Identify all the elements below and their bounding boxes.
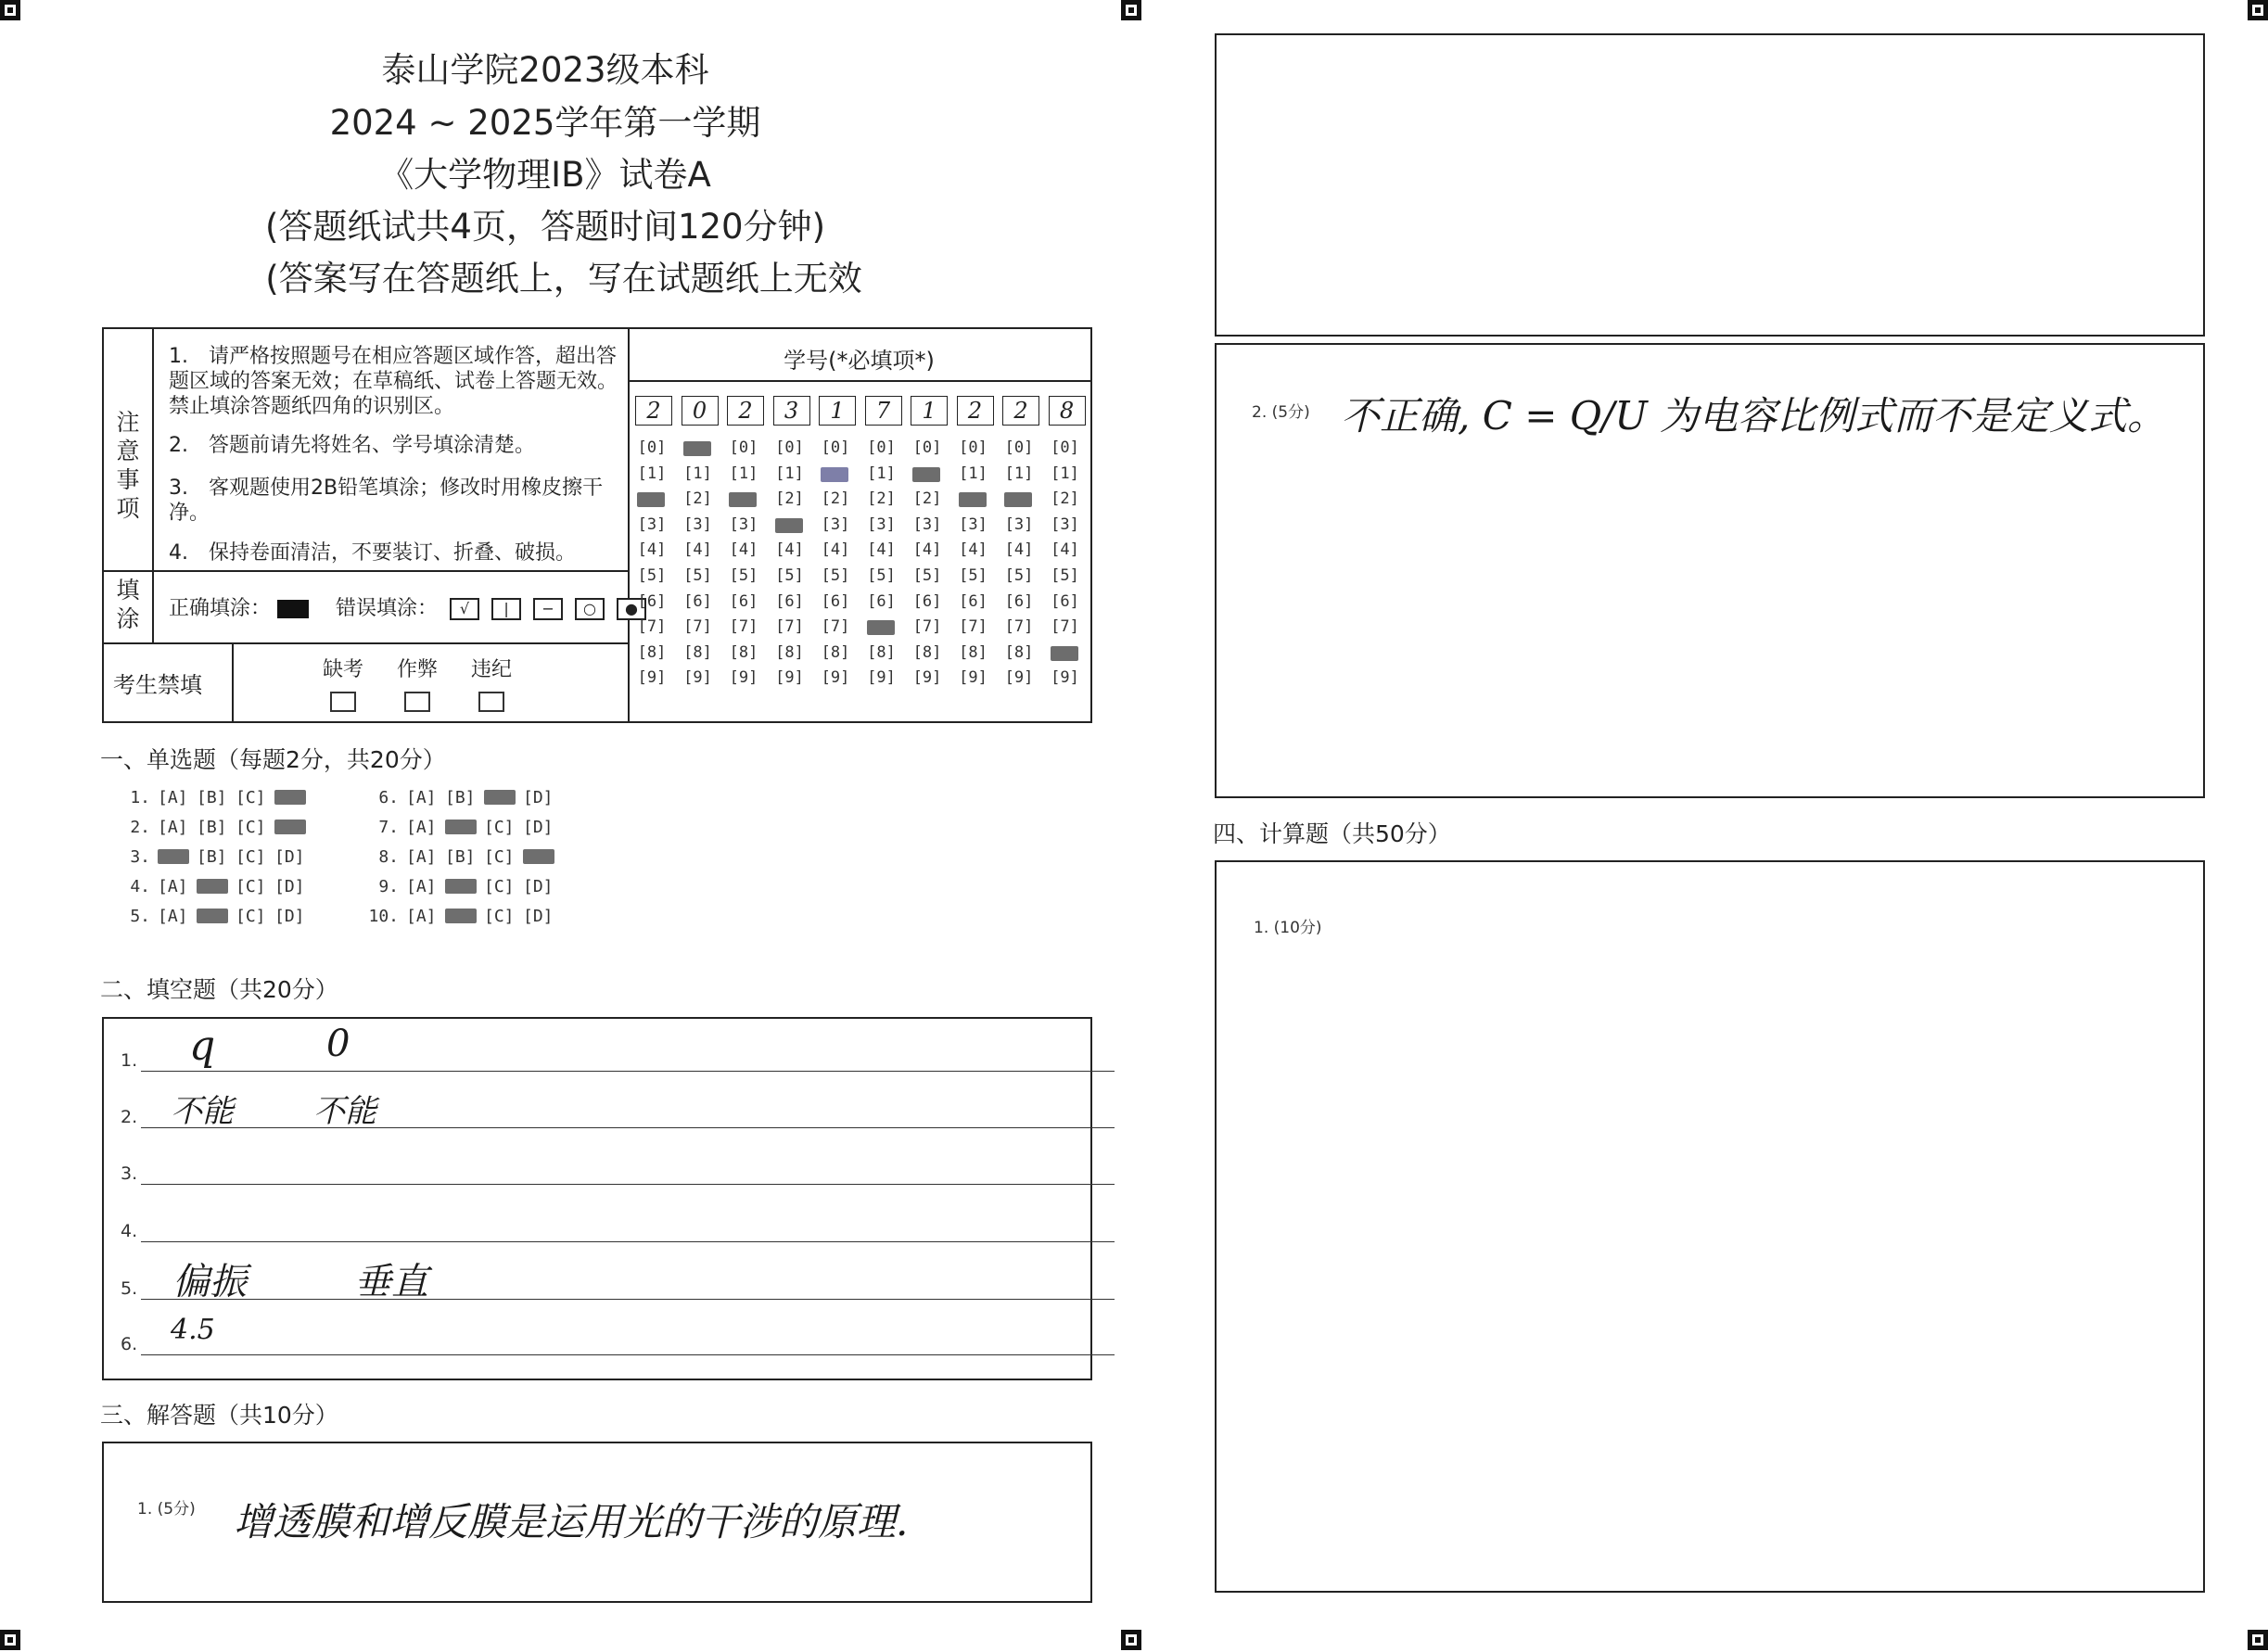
mc-option-b[interactable]: [B] — [197, 788, 227, 807]
mc-option-c[interactable]: [C] — [484, 907, 515, 926]
mc-question — [360, 847, 562, 867]
student-id-bubble[interactable]: [3] — [637, 515, 667, 534]
student-id-bubble[interactable]: [5] — [1051, 566, 1079, 585]
student-id-bubble[interactable]: [8] — [683, 642, 712, 662]
student-id-bubble[interactable]: [3] — [912, 515, 942, 534]
student-id-handwritten-digit[interactable]: 7 — [865, 396, 902, 426]
student-id-bubble[interactable]: [4] — [683, 540, 712, 560]
student-id-bubble[interactable]: [7] — [775, 617, 804, 637]
student-id-bubble[interactable]: [8] — [867, 642, 896, 662]
corner-marker-top-center — [1121, 0, 1141, 20]
mc-question — [111, 818, 313, 837]
student-id-bubble[interactable]: [7] — [637, 617, 667, 637]
student-id-bubble[interactable]: [9] — [959, 668, 987, 688]
blank-5-answer-b[interactable]: 垂直 — [354, 1261, 428, 1303]
student-id-handwritten-digit[interactable]: 1 — [911, 396, 948, 426]
mc-question-number: 3. — [130, 847, 150, 867]
mc-option-d[interactable]: [D] — [523, 818, 554, 837]
mc-question-number: 2. — [130, 818, 150, 837]
student-id-bubble[interactable]: [0] — [775, 438, 804, 457]
notice-item-3: 3. 客观题使用2B铅笔填涂；修改时用橡皮擦干净。 — [169, 477, 604, 525]
student-id-bubble[interactable]: [6] — [1004, 591, 1034, 611]
mc-question-number: 5. — [130, 907, 150, 926]
fill-wrong-bar-icon: | — [491, 598, 521, 620]
student-id-bubble[interactable] — [1000, 489, 1038, 508]
fill-wrong-dot-icon: ● — [617, 598, 646, 620]
student-id-bubble[interactable]: [4] — [1051, 540, 1079, 560]
mc-question — [111, 847, 313, 867]
student-id-bubble[interactable]: [1] — [959, 464, 987, 483]
mc-question-number: 7. — [378, 818, 399, 837]
blank-2-answer-b[interactable]: 不能 — [313, 1093, 376, 1130]
student-id-bubble[interactable]: [8] — [821, 642, 850, 662]
mc-option-a[interactable]: [A] — [406, 907, 437, 926]
student-id-bubble[interactable]: [1] — [683, 464, 712, 483]
student-id-bubble[interactable]: [9] — [867, 668, 896, 688]
student-id-bubble[interactable]: [1] — [1051, 464, 1079, 483]
student-id-bubble[interactable] — [863, 617, 900, 636]
student-id-bubble[interactable]: [2] — [821, 489, 850, 509]
flag-violation-label: 违纪 — [470, 658, 512, 681]
student-id-bubble[interactable]: [6] — [959, 591, 987, 611]
student-id-handwritten-digit[interactable]: 3 — [773, 396, 810, 426]
student-id-bubble[interactable]: [1] — [1004, 464, 1034, 483]
student-id-bubble[interactable]: [9] — [683, 668, 712, 688]
section3-q1-label: 1. (5分) — [137, 1500, 196, 1519]
blank-2-answer-a[interactable]: 不能 — [171, 1093, 234, 1130]
mc-question-number: 6. — [378, 788, 399, 807]
fill-wrong-dash-icon: − — [533, 598, 563, 620]
blank-num-2: 2. — [121, 1107, 138, 1127]
fill-wrong-check-icon: √ — [450, 598, 479, 620]
student-id-bubble[interactable]: [1] — [867, 464, 896, 483]
student-id-bubble[interactable]: [0] — [867, 438, 896, 457]
student-id-bubble[interactable]: [1] — [729, 464, 758, 483]
student-id-bubble[interactable] — [1047, 643, 1084, 662]
mc-question — [111, 877, 313, 896]
student-id-bubble[interactable]: [0] — [912, 438, 942, 457]
blank-num-5: 5. — [121, 1278, 138, 1299]
student-id-bubble[interactable] — [633, 489, 670, 508]
mc-option-a[interactable] — [158, 847, 197, 867]
mc-option-d[interactable]: [D] — [274, 877, 305, 896]
mc-option-d[interactable] — [274, 788, 313, 807]
student-id-bubble[interactable]: [7] — [683, 617, 712, 637]
blank-5-answer-a[interactable]: 偏振 — [172, 1261, 247, 1303]
mc-option-b[interactable] — [197, 877, 236, 896]
mc-question — [360, 818, 562, 837]
student-id-bubble[interactable]: [5] — [683, 566, 712, 585]
mc-option-c[interactable]: [C] — [484, 818, 515, 837]
mc-option-b[interactable]: [B] — [445, 788, 476, 807]
student-id-bubble[interactable]: [6] — [637, 591, 667, 611]
mc-option-a[interactable]: [A] — [158, 818, 188, 837]
section3-q2-box — [1215, 343, 2205, 798]
mc-option-a[interactable]: [A] — [406, 788, 437, 807]
mc-question-number: 10. — [368, 907, 399, 926]
student-id-bubble[interactable]: [9] — [729, 668, 758, 688]
student-id-bubble[interactable]: [6] — [821, 591, 850, 611]
student-id-bubble[interactable]: [6] — [912, 591, 942, 611]
blank-1-answer-a[interactable]: q — [189, 1023, 216, 1070]
student-id-title: 学号(*必填项*) — [784, 348, 935, 374]
student-id-bubble[interactable]: [3] — [729, 515, 758, 534]
mc-question — [111, 907, 313, 926]
student-id-bubble[interactable]: [4] — [912, 540, 942, 560]
student-id-bubble[interactable]: [3] — [1004, 515, 1034, 534]
student-id-bubble[interactable]: [1] — [775, 464, 804, 483]
mc-option-b[interactable] — [445, 907, 484, 926]
student-id-bubble[interactable] — [909, 464, 946, 483]
fill-label: 填涂 — [104, 572, 154, 642]
student-id-bubble[interactable]: [0] — [821, 438, 850, 457]
blank-num-6: 6. — [121, 1334, 138, 1354]
student-id-bubble[interactable]: [6] — [1051, 591, 1079, 611]
student-id-bubble[interactable]: [6] — [775, 591, 804, 611]
student-id-grid — [630, 329, 1090, 721]
mc-question-number: 1. — [130, 788, 150, 807]
notice-box — [102, 327, 1092, 723]
mc-option-a[interactable]: [A] — [158, 907, 188, 926]
student-id-bubble[interactable]: [8] — [1004, 642, 1034, 662]
student-id-bubble[interactable]: [8] — [912, 642, 942, 662]
student-id-bubble[interactable] — [725, 489, 762, 508]
blank-6-answer-a[interactable]: 4.5 — [171, 1314, 215, 1346]
notice-item-1: 1. 请严格按照题号在相应答题区域作答，超出答题区域的答案无效；在草稿纸、试卷上答题无效。禁止填涂答题纸四角的识别区。 — [169, 345, 618, 418]
section3-heading: 三、解答题（共10分） — [100, 1402, 338, 1429]
corner-marker-bottom-right — [2248, 1630, 2268, 1650]
student-id-bubble[interactable] — [817, 464, 854, 483]
student-id-bubble[interactable]: [9] — [1051, 668, 1079, 688]
fill-wrong-circle-icon: ○ — [575, 598, 605, 620]
student-id-handwritten-digit[interactable]: 2 — [727, 396, 764, 426]
mc-option-d[interactable]: [D] — [274, 847, 305, 867]
student-id-bubble[interactable]: [7] — [912, 617, 942, 637]
student-id-bubble[interactable]: [4] — [959, 540, 987, 560]
corner-marker-top-left — [0, 0, 20, 20]
header-course: 《大学物理IB》试卷A — [379, 155, 711, 195]
student-id-bubble[interactable]: [7] — [1004, 617, 1034, 637]
mc-option-a[interactable]: [A] — [406, 847, 437, 867]
mc-option-c[interactable]: [C] — [236, 877, 266, 896]
student-id-bubble[interactable]: [0] — [1004, 438, 1034, 457]
student-id-bubble[interactable]: [4] — [729, 540, 758, 560]
header-notice: (答案写在答题纸上，写在试题纸上无效 — [265, 259, 862, 299]
student-id-bubble[interactable]: [7] — [959, 617, 987, 637]
flag-cheat-label: 作弊 — [396, 658, 438, 681]
student-id-bubble[interactable]: [5] — [775, 566, 804, 585]
student-id-handwritten-digit[interactable]: 1 — [819, 396, 856, 426]
fill-wrong-label: 错误填涂： — [336, 597, 439, 620]
student-id-bubble[interactable] — [680, 438, 717, 457]
corner-marker-bottom-center — [1121, 1630, 1141, 1650]
mc-option-b[interactable] — [445, 877, 484, 896]
student-id-bubble[interactable]: [8] — [637, 642, 667, 662]
mc-option-d[interactable] — [274, 818, 313, 837]
student-id-bubble[interactable]: [7] — [1051, 617, 1079, 637]
student-id-bubble[interactable]: [9] — [637, 668, 667, 688]
student-id-bubble[interactable]: [2] — [867, 489, 896, 509]
mc-option-b[interactable]: [B] — [445, 847, 476, 867]
student-id-bubble[interactable]: [0] — [637, 438, 667, 457]
mc-option-b[interactable] — [445, 818, 484, 837]
section3-q2-answer[interactable]: 不正确, C = Q/U 为电容比例式而不是定义式。 — [1341, 393, 2167, 438]
fill-correct-sample — [277, 600, 309, 618]
corner-marker-top-right — [2248, 0, 2268, 20]
mc-question — [360, 877, 562, 896]
mc-question-number: 9. — [378, 877, 399, 896]
section4-q1-box — [1215, 860, 2205, 1593]
mc-option-a[interactable]: [A] — [406, 818, 437, 837]
section3-q1-box — [102, 1442, 1092, 1603]
notice-label: 注意事项 — [104, 329, 154, 570]
section3-q1-answer[interactable]: 增透膜和增反膜是运用光的干涉的原理. — [234, 1499, 909, 1544]
mc-option-d[interactable] — [523, 847, 562, 867]
mc-option-c[interactable]: [C] — [236, 818, 266, 837]
notice-item-4: 4. 保持卷面清洁，不要装订、折叠、破损。 — [169, 541, 576, 565]
student-id-handwritten-digit[interactable]: 2 — [1002, 396, 1039, 426]
mc-option-c[interactable]: [C] — [484, 877, 515, 896]
student-id-bubble[interactable]: [5] — [959, 566, 987, 585]
notice-item-2: 2. 答题前请先将姓名、学号填涂清楚。 — [169, 434, 535, 457]
student-id-bubble[interactable]: [4] — [1004, 540, 1034, 560]
section3-q1-continuation-box — [1215, 33, 2205, 337]
student-id-bubble[interactable]: [0] — [1051, 438, 1079, 457]
student-id-bubble[interactable] — [955, 489, 992, 508]
mc-option-a[interactable]: [A] — [158, 877, 188, 896]
mc-option-c[interactable]: [C] — [484, 847, 515, 867]
student-id-bubble[interactable]: [2] — [1051, 489, 1079, 509]
section2-heading: 二、填空题（共20分） — [100, 976, 338, 1003]
section1-heading: 一、单选题（每题2分，共20分） — [100, 746, 446, 773]
fill-example-row — [169, 592, 646, 621]
student-id-bubble[interactable]: [7] — [821, 617, 850, 637]
mc-option-d[interactable]: [D] — [523, 877, 554, 896]
mc-question — [360, 788, 562, 807]
student-id-bubble[interactable]: [8] — [959, 642, 987, 662]
blank-1-answer-b[interactable]: 0 — [326, 1023, 350, 1065]
student-id-bubble[interactable]: [0] — [959, 438, 987, 457]
student-id-bubble[interactable]: [1] — [637, 464, 667, 483]
mc-option-d[interactable]: [D] — [274, 907, 305, 926]
mc-option-a[interactable]: [A] — [158, 788, 188, 807]
mc-option-b[interactable] — [197, 907, 236, 926]
student-id-bubble[interactable]: [5] — [821, 566, 850, 585]
mc-question — [111, 788, 313, 807]
header-school: 泰山学院2023级本科 — [381, 50, 709, 90]
blank-num-4: 4. — [121, 1221, 138, 1241]
student-id-handwritten-digit[interactable]: 8 — [1049, 396, 1086, 426]
flag-absent-checkbox[interactable] — [330, 692, 356, 712]
flag-cheat-checkbox[interactable] — [404, 692, 430, 712]
blank-num-3: 3. — [121, 1163, 138, 1184]
header-pages: (答题纸试共4页，答题时间120分钟) — [264, 207, 826, 247]
mc-option-d[interactable]: [D] — [523, 788, 554, 807]
section4-heading: 四、计算题（共50分） — [1213, 820, 1451, 847]
mc-question-number: 4. — [130, 877, 150, 896]
student-id-bubble[interactable]: [5] — [1004, 566, 1034, 585]
student-id-bubble[interactable] — [771, 515, 809, 534]
student-id-bubble[interactable]: [9] — [775, 668, 804, 688]
student-id-bubble[interactable]: [0] — [729, 438, 758, 457]
section3-q2-label: 2. (5分) — [1252, 403, 1310, 422]
student-id-bubble[interactable]: [5] — [729, 566, 758, 585]
mc-option-c[interactable]: [C] — [236, 847, 266, 867]
student-id-handwritten-digit[interactable]: 2 — [635, 396, 672, 426]
student-id-handwritten-digit[interactable]: 0 — [682, 396, 719, 426]
student-id-bubble[interactable]: [2] — [683, 489, 712, 509]
exam-forbidden-label: 考生禁填 — [113, 672, 202, 698]
student-id-bubble[interactable]: [7] — [729, 617, 758, 637]
mc-option-c[interactable] — [484, 788, 523, 807]
mc-option-b[interactable]: [B] — [197, 818, 227, 837]
student-id-bubble[interactable]: [5] — [912, 566, 942, 585]
student-id-bubble[interactable]: [4] — [637, 540, 667, 560]
header-term: 2024 ~ 2025学年第一学期 — [329, 103, 761, 143]
flag-absent-label: 缺考 — [322, 658, 363, 681]
mc-question-number: 8. — [378, 847, 399, 867]
student-id-bubble[interactable]: [6] — [683, 591, 712, 611]
blank-num-1: 1. — [121, 1050, 138, 1071]
student-id-bubble[interactable]: [5] — [867, 566, 896, 585]
mc-option-a[interactable]: [A] — [406, 877, 437, 896]
section4-q1-label: 1. (10分) — [1254, 919, 1322, 937]
student-id-bubble[interactable]: [4] — [821, 540, 850, 560]
student-id-bubble[interactable]: [8] — [775, 642, 804, 662]
student-id-bubble[interactable]: [6] — [867, 591, 896, 611]
mc-option-b[interactable]: [B] — [197, 847, 227, 867]
mc-option-d[interactable]: [D] — [523, 907, 554, 926]
mc-option-c[interactable]: [C] — [236, 788, 266, 807]
student-id-bubble[interactable]: [4] — [775, 540, 804, 560]
student-id-bubble[interactable]: [4] — [867, 540, 896, 560]
student-id-bubble[interactable]: [2] — [912, 489, 942, 509]
flag-violation-checkbox[interactable] — [478, 692, 504, 712]
student-id-bubble[interactable]: [3] — [867, 515, 896, 534]
student-id-bubble[interactable]: [9] — [1004, 668, 1034, 688]
mc-area — [111, 788, 631, 936]
student-id-bubble[interactable]: [8] — [729, 642, 758, 662]
student-id-bubble[interactable]: [3] — [959, 515, 987, 534]
student-id-bubble[interactable]: [3] — [1051, 515, 1079, 534]
student-id-bubble[interactable]: [6] — [729, 591, 758, 611]
corner-marker-bottom-left — [0, 1630, 20, 1650]
student-id-bubble[interactable]: [3] — [683, 515, 712, 534]
fill-correct-label: 正确填涂： — [169, 597, 272, 620]
mc-question — [360, 907, 562, 926]
fill-blank-box — [102, 1017, 1092, 1380]
student-id-bubble[interactable]: [2] — [775, 489, 804, 509]
student-id-bubble[interactable]: [9] — [912, 668, 942, 688]
student-id-bubble[interactable]: [3] — [821, 515, 850, 534]
student-id-bubble[interactable]: [9] — [821, 668, 850, 688]
student-id-bubble[interactable]: [5] — [637, 566, 667, 585]
student-id-handwritten-digit[interactable]: 2 — [957, 396, 994, 426]
mc-option-c[interactable]: [C] — [236, 907, 266, 926]
